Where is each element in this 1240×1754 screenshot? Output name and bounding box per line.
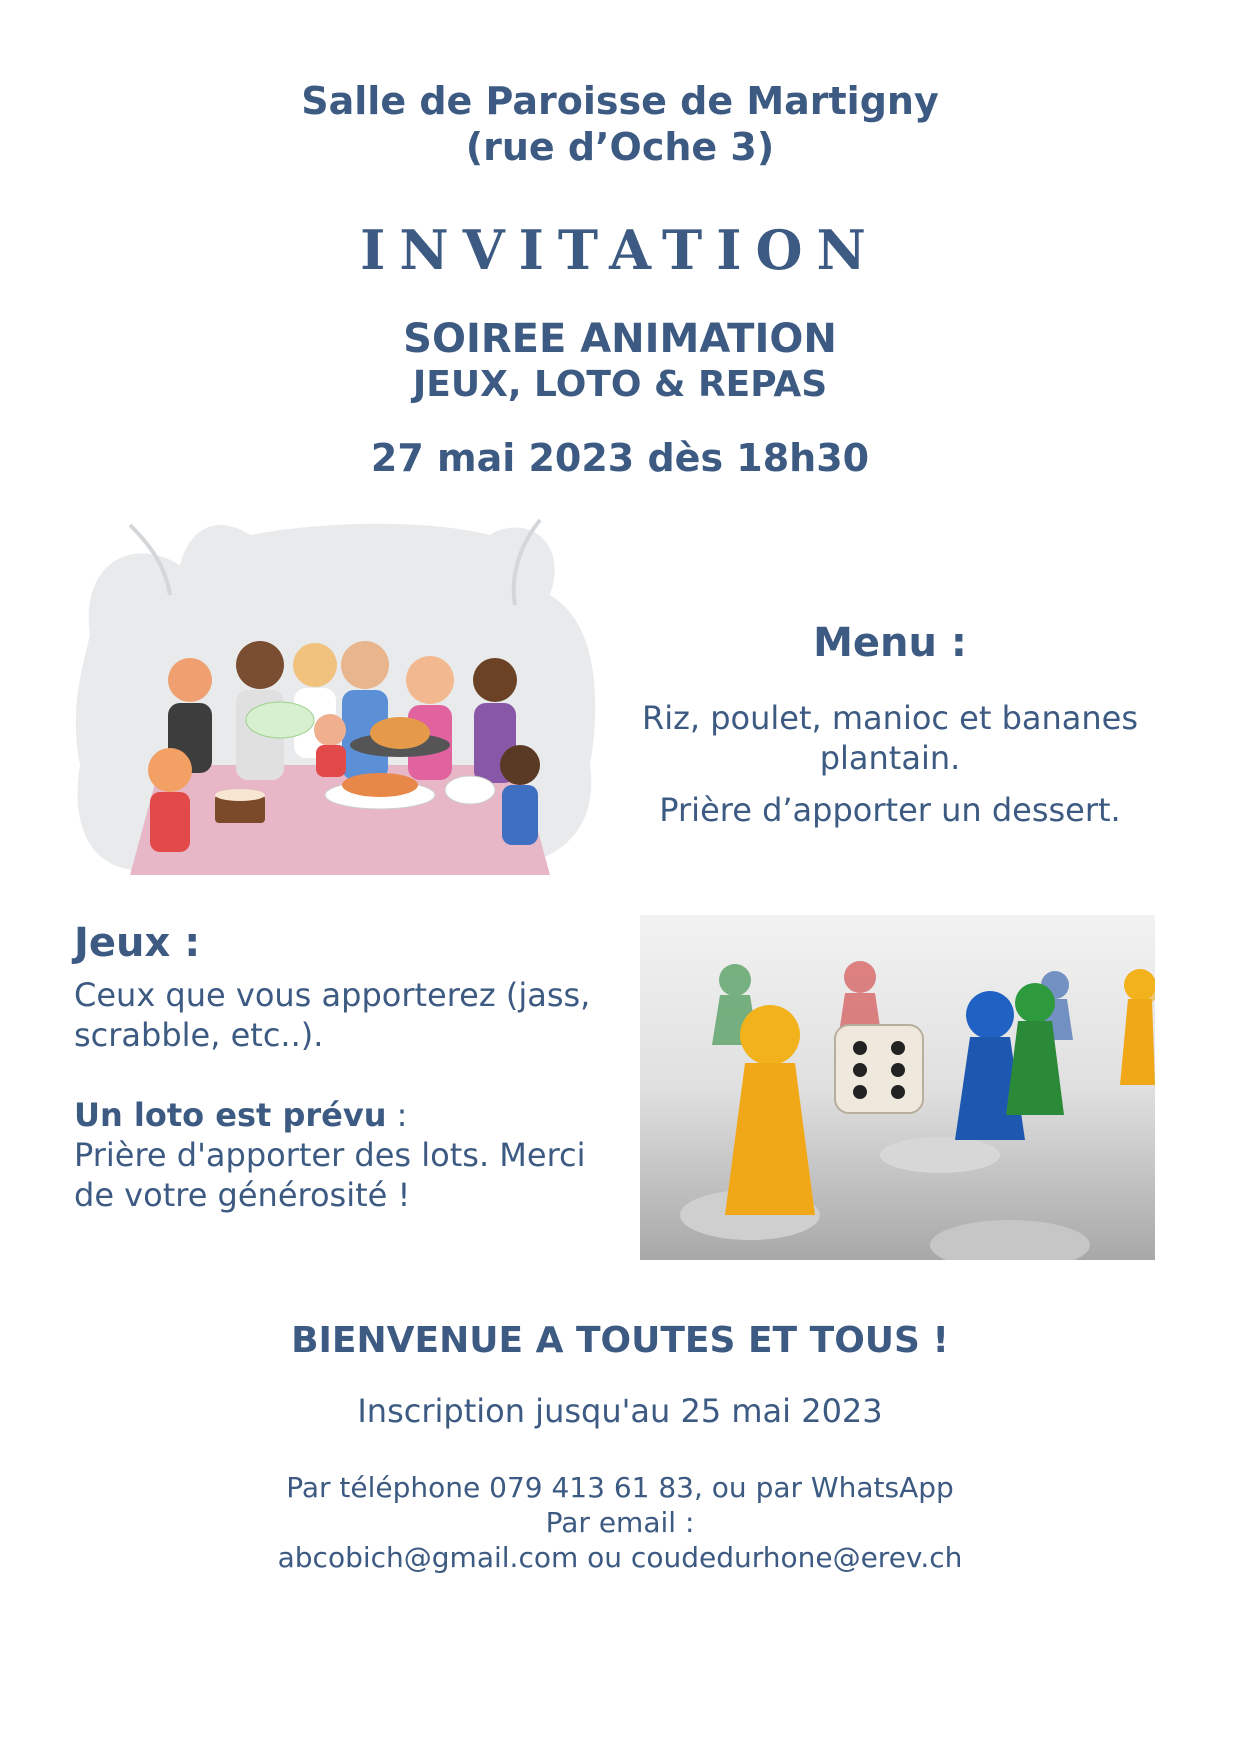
board-game-photo [640,915,1155,1260]
event-title: SOIREE ANIMATION [403,316,837,362]
event-date: 27 mai 2023 dès 18h30 [370,436,870,480]
email-addresses: abcobich@gmail.com ou coudedurhone@erev.ch [277,1541,963,1574]
email-label: Par email : [545,1506,695,1539]
loto-text: Prière d'apporter des lots. Merci de votre générosité ! [74,1136,586,1214]
venue-name: Salle de Paroisse de Martigny [301,79,939,123]
games-text: Ceux que vous apporterez (jass, scrabble, etc..). [74,976,591,1054]
menu-dessert-note: Prière d’apporter un dessert. [659,791,1121,829]
loto-label: Un loto est prévu [74,1096,387,1134]
menu-dishes: Riz, poulet, manioc et bananes plantain. [641,699,1139,777]
invitation-heading: INVITATION [360,218,880,282]
phone-contact: Par téléphone 079 413 61 83, ou par WhatsApp [286,1471,954,1504]
signup-deadline: Inscription jusqu'au 25 mai 2023 [357,1392,883,1430]
loto-section [74,1095,634,1215]
dice [835,1025,923,1113]
event-subtitle: JEUX, LOTO & REPAS [412,364,828,405]
venue-address: (rue d’Oche 3) [465,125,775,169]
menu-title: Menu : [813,620,967,666]
welcome-message: BIENVENUE A TOUTES ET TOUS ! [291,1320,949,1361]
loto-colon: : [386,1096,408,1134]
games-title: Jeux : [74,920,201,966]
party-illustration [70,505,600,880]
